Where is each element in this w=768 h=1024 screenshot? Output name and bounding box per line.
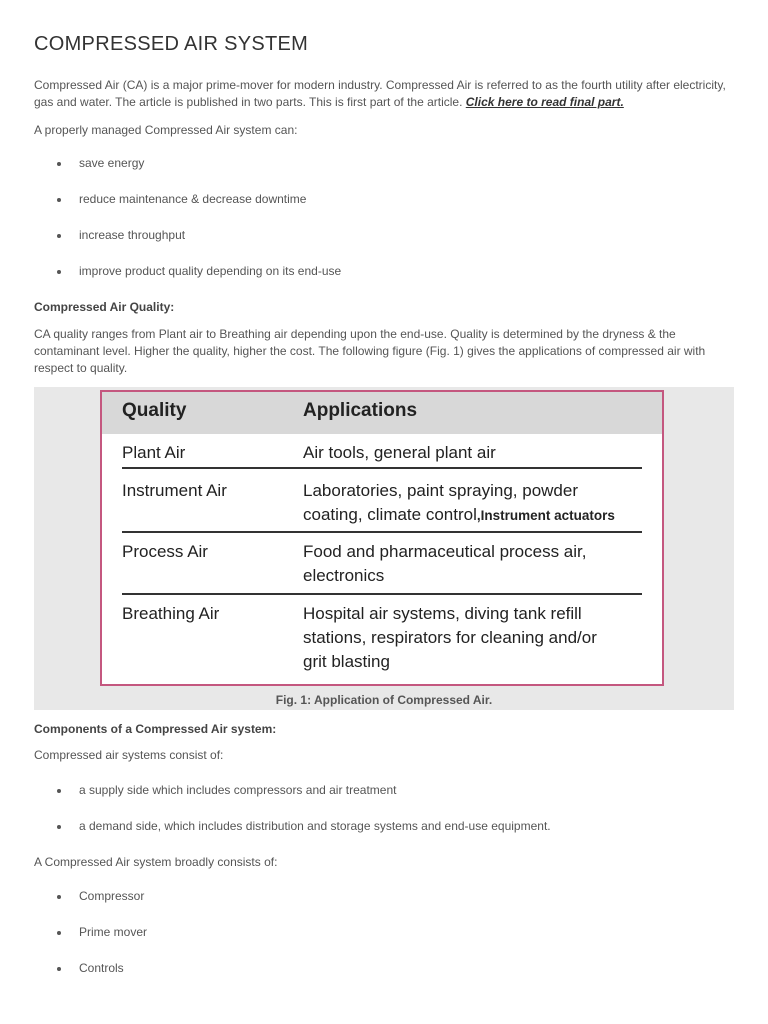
row-instrument-air-applications-1: Laboratories, paint spraying, powder [303,481,578,500]
broad-lead: A Compressed Air system broadly consists of: [34,855,278,869]
list-item: Prime mover [34,925,147,961]
quality-heading: Compressed Air Quality: [34,300,175,314]
row-breathing-air-applications-1: Hospital air systems, diving tank refill [303,604,582,623]
row-process-air-applications-1: Food and pharmaceutical process air, [303,542,587,561]
list-item: Controls [34,961,147,997]
benefits-list [34,156,341,300]
intro-text: Compressed Air (CA) is a major prime-mover for modern industry. Compressed Air is referred to as the fourth utility after electricity, gas and water. The article is published in two parts. This is first part of the article. [34,78,726,109]
components-lead: Compressed air systems consist of: [34,748,224,762]
row-instrument-air-applications-2-text: coating, climate control [303,505,477,524]
row-divider [122,531,642,533]
list-item: a demand side, which includes distribution and storage systems and end-use equipment. [34,819,551,855]
parts-list [34,889,147,997]
page-title: COMPRESSED AIR SYSTEM [34,33,309,55]
row-instrument-air-extra: ,Instrument actuators [476,508,615,523]
list-item: save energy [34,156,341,192]
row-divider [122,593,642,595]
list-item: reduce maintenance & decrease downtime [34,192,341,228]
list-item: increase throughput [34,228,341,264]
row-instrument-air-applications-2 [303,503,615,528]
read-final-part-link[interactable]: Click here to read final part. [465,95,624,109]
row-process-air-quality: Process Air [122,542,208,561]
table-header [102,392,662,434]
row-instrument-air-quality: Instrument Air [122,481,227,500]
list-item: a supply side which includes compressors and air treatment [34,783,551,819]
row-process-air-applications-2: electronics [303,566,385,585]
list-item: Compressor [34,889,147,925]
quality-applications-table [100,390,664,686]
row-breathing-air-applications-3: grit blasting [303,652,390,671]
row-plant-air-quality: Plant Air [122,443,186,462]
intro-paragraph [34,77,734,111]
managed-lead: A properly managed Compressed Air system can: [34,123,298,137]
components-heading: Components of a Compressed Air system: [34,722,277,736]
sides-list [34,783,551,855]
list-item: improve product quality depending on its end-use [34,264,341,300]
row-plant-air-applications: Air tools, general plant air [303,443,496,462]
row-divider [122,467,642,469]
header-quality: Quality [122,400,187,421]
header-applications: Applications [303,400,418,421]
row-breathing-air-quality: Breathing Air [122,604,220,623]
figure-caption: Fig. 1: Application of Compressed Air. [275,693,493,707]
quality-paragraph: CA quality ranges from Plant air to Breathing air depending upon the end-use. Quality is determined by the dryness & the contaminant level. Higher the quality, higher the cost. The following figure (Fig. 1) gives the applications of compressed air with respect to quality. [34,327,706,375]
row-breathing-air-applications-2: stations, respirators for cleaning and/or [303,628,597,647]
